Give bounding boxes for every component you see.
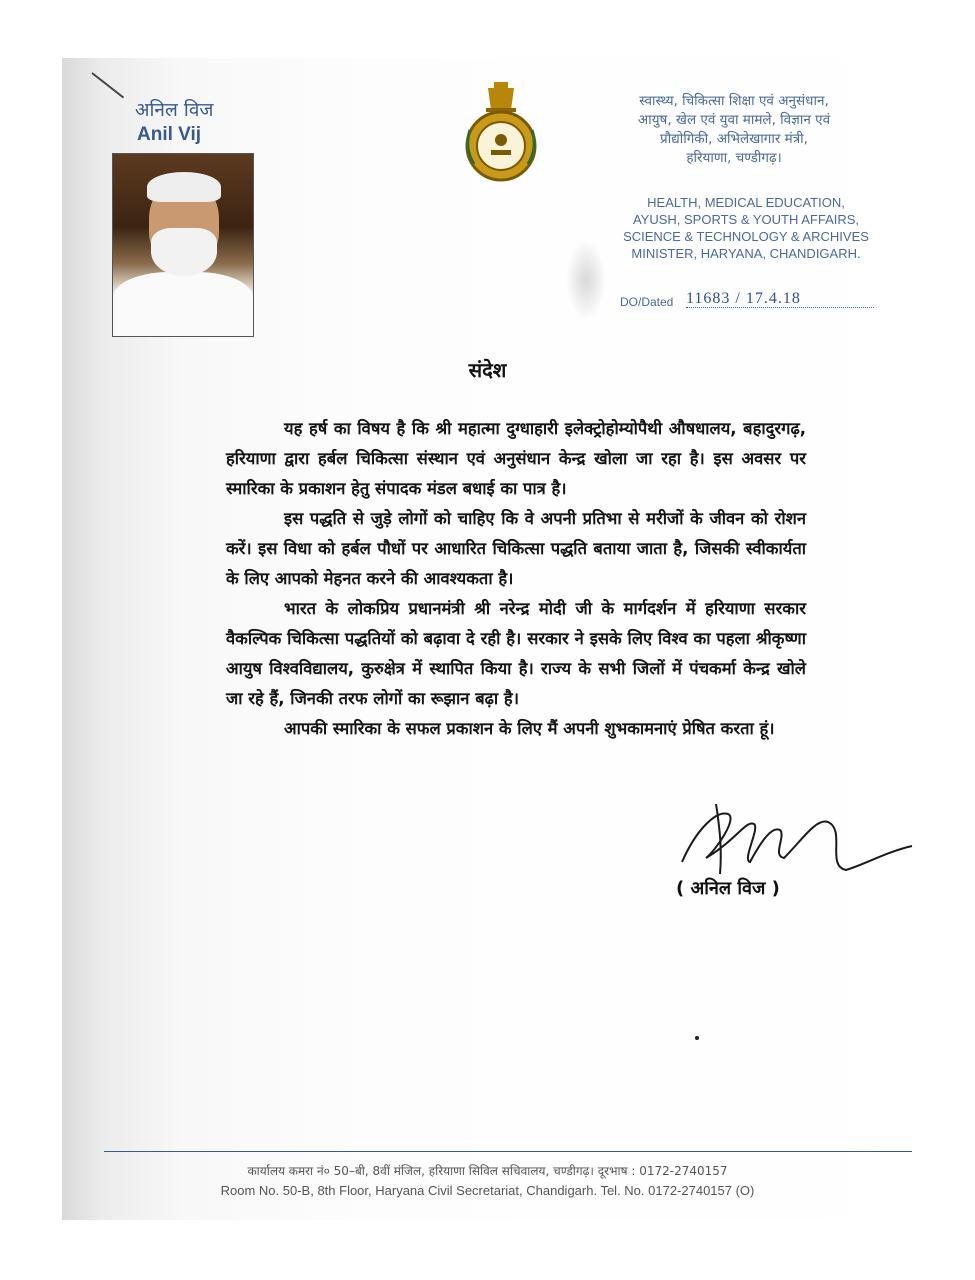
footer-address-hindi: कार्यालय कमरा नं० 50–बी, 8वीं मंजिल, हरियाणा सिविल सचिवालय, चण्डीगढ़। दूरभाष : 0172-2740157: [247, 1164, 728, 1178]
footer-address-english: Room No. 50-B, 8th Floor, Haryana Civil Secretariat, Chandigarh. Tel. No. 0172-2740157 (O): [220, 1183, 755, 1198]
ink-dot: [695, 1036, 699, 1040]
letter-body: [226, 414, 806, 744]
do-dated-label: DO/Dated: [620, 295, 674, 309]
paragraph: यह हर्ष का विषय है कि श्री महात्मा दुग्धाहारी इलेक्ट्रोहोम्योपैथी औषधालय, बहादुरगढ़, हरियाणा द्वारा हर्बल चिकित्सा संस्थान एवं अनुसंधान केन्द्र खोला जा रहा है। इस अवसर पर स्मारिका के प्रकाशन हेतु संपादक मंडल बधाई का पात्र है।: [226, 419, 806, 498]
minister-photo: [112, 153, 254, 337]
haryana-emblem-icon: [458, 80, 544, 184]
department-title-english: HEALTH, MEDICAL EDUCATION, AYUSH, SPORTS & YOUTH AFFAIRS, SCIENCE & TECHNOLOGY & ARCHIVES MINISTER, HARYANA, CHANDIGARH.: [623, 195, 869, 261]
minister-name-hindi: अनिल विज: [135, 99, 214, 121]
footer-divider: [104, 1151, 912, 1152]
do-dated-value: 11683 / 17.4.18: [686, 290, 801, 307]
minister-name-english: Anil Vij: [137, 124, 202, 145]
signatory-name: ( अनिल विज ): [676, 878, 780, 899]
paragraph: आपकी स्मारिका के सफल प्रकाशन के लिए मैं अपनी शुभकामनाएं प्रेषित करता हूं।: [284, 719, 775, 738]
paragraph: भारत के लोकप्रिय प्रधानमंत्री श्री नरेन्द्र मोदी जी के मार्गदर्शन में हरियाणा सरकार वैकल्पिक चिकित्सा पद्धतियों को बढ़ावा दे रही है। सरकार ने इसके लिए विश्व का पहला श्रीकृष्णा आयुष विश्वविद्यालय, कुरुक्षेत्र में स्थापित किया है। राज्य के सभी जिलों में पंचकर्मा केन्द्र खोले जा रहे हैं, जिनकी तरफ लोगों का रूझान बढ़ा है।: [226, 599, 806, 708]
dotted-line: [686, 307, 874, 308]
department-title-hindi: स्वास्थ्य, चिकित्सा शिक्षा एवं अनुसंधान, आयुष, खेल एवं युवा मामले, विज्ञान एवं प्रौद्योगिकी, अभिलेखागार मंत्री, हरियाणा, चण्डीगढ़।: [637, 93, 831, 166]
handwritten-signature: [676, 800, 916, 880]
letter-subject: संदेश: [468, 358, 507, 382]
paragraph: इस पद्धति से जुड़े लोगों को चाहिए कि वे अपनी प्रतिभा से मरीजों के जीवन को रोशन करें। इस विधा को हर्बल पौधों पर आधारित चिकित्सा पद्धति बताया जाता है, जिसकी स्वीकार्यता के लिए आपको मेहनत करने की आवश्यकता है।: [226, 509, 806, 588]
paper-smudge: [566, 240, 606, 320]
